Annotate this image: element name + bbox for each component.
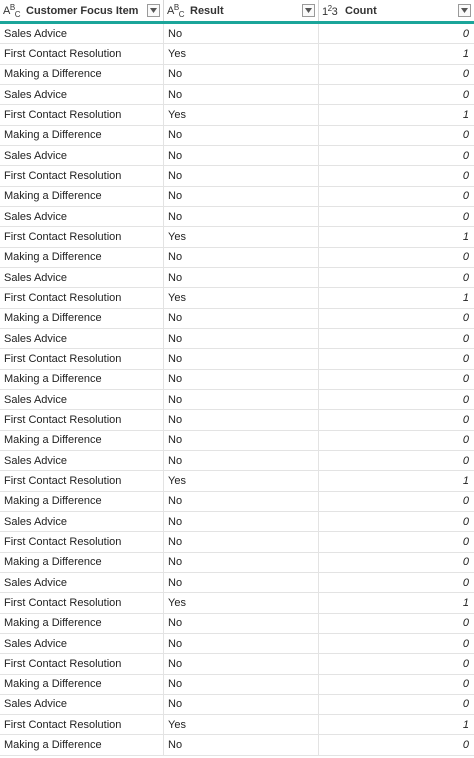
cell-result[interactable]: No — [164, 553, 319, 572]
cell-result[interactable]: No — [164, 512, 319, 531]
table-row[interactable] — [0, 166, 474, 186]
filter-dropdown-icon[interactable] — [147, 4, 160, 17]
cell-customer-focus-item[interactable]: First Contact Resolution — [0, 227, 164, 246]
table-row[interactable] — [0, 614, 474, 634]
filter-dropdown-icon[interactable] — [302, 4, 315, 17]
text-type-icon[interactable]: $A^B_C$ — [3, 2, 20, 19]
cell-customer-focus-item[interactable]: Making a Difference — [0, 431, 164, 450]
cell-count[interactable]: 0 — [462, 434, 469, 447]
cell-count[interactable]: 1 — [462, 230, 469, 243]
table-row[interactable] — [0, 654, 474, 674]
table-row[interactable] — [0, 187, 474, 207]
table-row[interactable] — [0, 227, 474, 247]
cell-result[interactable]: No — [164, 65, 319, 84]
cell-result[interactable]: Yes — [164, 288, 319, 307]
cell-customer-focus-item[interactable]: Making a Difference — [0, 309, 164, 328]
cell-result[interactable]: No — [164, 390, 319, 409]
table-row[interactable] — [0, 268, 474, 288]
table-row[interactable] — [0, 370, 474, 390]
cell-count[interactable]: 0 — [462, 515, 469, 528]
cell-count[interactable]: 0 — [462, 271, 469, 284]
table-row[interactable] — [0, 309, 474, 329]
cell-count[interactable]: 0 — [462, 352, 469, 365]
cell-customer-focus-item[interactable]: Making a Difference — [0, 735, 164, 754]
cell-result[interactable]: Yes — [164, 227, 319, 246]
cell-result[interactable]: No — [164, 573, 319, 592]
cell-customer-focus-item[interactable]: Making a Difference — [0, 675, 164, 694]
cell-count[interactable]: 1 — [462, 596, 469, 609]
cell-count[interactable]: 0 — [462, 495, 469, 508]
cell-customer-focus-item[interactable]: Sales Advice — [0, 207, 164, 226]
cell-result[interactable]: Yes — [164, 593, 319, 612]
cell-customer-focus-item[interactable]: Making a Difference — [0, 65, 164, 84]
cell-result[interactable]: No — [164, 634, 319, 653]
cell-count[interactable]: 0 — [462, 129, 469, 142]
table-row[interactable] — [0, 24, 474, 44]
cell-count[interactable]: 0 — [462, 637, 469, 650]
table-row[interactable] — [0, 573, 474, 593]
cell-result[interactable]: No — [164, 329, 319, 348]
cell-customer-focus-item[interactable]: Sales Advice — [0, 268, 164, 287]
cell-customer-focus-item[interactable]: First Contact Resolution — [0, 105, 164, 124]
cell-count[interactable]: 0 — [462, 68, 469, 81]
cell-result[interactable]: No — [164, 24, 319, 43]
cell-customer-focus-item[interactable]: First Contact Resolution — [0, 44, 164, 63]
table-row[interactable] — [0, 349, 474, 369]
column-header-label: Result — [190, 4, 224, 17]
table-row[interactable] — [0, 553, 474, 573]
table-row[interactable] — [0, 85, 474, 105]
cell-customer-focus-item[interactable]: Making a Difference — [0, 553, 164, 572]
table-row[interactable] — [0, 715, 474, 735]
cell-result[interactable]: No — [164, 410, 319, 429]
column-header-customer-focus-item[interactable] — [0, 0, 164, 21]
table-row[interactable] — [0, 451, 474, 471]
cell-result[interactable]: No — [164, 431, 319, 450]
column-header-count[interactable] — [319, 0, 474, 21]
cell-count[interactable]: 1 — [462, 474, 469, 487]
cell-result[interactable]: No — [164, 146, 319, 165]
table-row[interactable] — [0, 471, 474, 491]
cell-count[interactable]: 0 — [462, 617, 469, 630]
column-header-row — [0, 0, 474, 24]
table-row[interactable] — [0, 512, 474, 532]
table-row[interactable] — [0, 492, 474, 512]
cell-result[interactable]: No — [164, 735, 319, 754]
cell-customer-focus-item[interactable]: Sales Advice — [0, 634, 164, 653]
cell-result[interactable]: No — [164, 268, 319, 287]
cell-result[interactable]: No — [164, 187, 319, 206]
column-header-result[interactable] — [164, 0, 319, 21]
cell-result[interactable]: No — [164, 370, 319, 389]
table-row[interactable] — [0, 410, 474, 430]
cell-result[interactable]: Yes — [164, 715, 319, 734]
column-header-label: Customer Focus Item — [26, 4, 139, 17]
cell-result[interactable]: Yes — [164, 105, 319, 124]
cell-result[interactable]: No — [164, 85, 319, 104]
table-row[interactable] — [0, 634, 474, 654]
cell-result[interactable]: No — [164, 248, 319, 267]
cell-customer-focus-item[interactable]: Sales Advice — [0, 24, 164, 43]
cell-count[interactable]: 0 — [462, 312, 469, 325]
cell-count[interactable]: 0 — [462, 210, 469, 223]
table-row[interactable] — [0, 126, 474, 146]
cell-count[interactable]: 0 — [462, 576, 469, 589]
cell-customer-focus-item[interactable]: Making a Difference — [0, 187, 164, 206]
cell-customer-focus-item[interactable]: First Contact Resolution — [0, 166, 164, 185]
cell-count[interactable]: 0 — [462, 88, 469, 101]
table-row[interactable] — [0, 146, 474, 166]
cell-count[interactable]: 0 — [462, 556, 469, 569]
cell-customer-focus-item[interactable]: First Contact Resolution — [0, 715, 164, 734]
cell-result[interactable]: No — [164, 614, 319, 633]
cell-customer-focus-item[interactable]: First Contact Resolution — [0, 471, 164, 490]
cell-count[interactable]: 0 — [462, 535, 469, 548]
cell-count[interactable]: 1 — [462, 718, 469, 731]
cell-count[interactable]: 0 — [462, 251, 469, 264]
table-row[interactable] — [0, 431, 474, 451]
cell-result[interactable]: No — [164, 451, 319, 470]
cell-customer-focus-item[interactable]: First Contact Resolution — [0, 593, 164, 612]
text-type-icon[interactable]: $A^B_C$ — [167, 2, 184, 19]
table-row[interactable] — [0, 532, 474, 552]
table-row[interactable] — [0, 44, 474, 64]
cell-count[interactable]: 1 — [462, 47, 469, 60]
cell-count[interactable]: 0 — [462, 657, 469, 670]
cell-count[interactable]: 0 — [462, 739, 469, 752]
cell-count[interactable]: 0 — [462, 332, 469, 345]
cell-count[interactable]: 0 — [462, 149, 469, 162]
cell-result[interactable]: No — [164, 654, 319, 673]
cell-result[interactable]: No — [164, 126, 319, 145]
cell-count[interactable]: 0 — [462, 393, 469, 406]
column-header-label: Count — [345, 4, 377, 17]
table-row[interactable] — [0, 390, 474, 410]
cell-count[interactable]: 0 — [462, 454, 469, 467]
cell-customer-focus-item[interactable]: First Contact Resolution — [0, 349, 164, 368]
cell-customer-focus-item[interactable]: Making a Difference — [0, 370, 164, 389]
cell-customer-focus-item[interactable]: Sales Advice — [0, 573, 164, 592]
cell-count[interactable]: 1 — [462, 291, 469, 304]
cell-customer-focus-item[interactable]: Making a Difference — [0, 492, 164, 511]
cell-customer-focus-item[interactable]: Making a Difference — [0, 614, 164, 633]
cell-customer-focus-item[interactable]: Sales Advice — [0, 451, 164, 470]
table-row[interactable] — [0, 65, 474, 85]
table-body — [0, 24, 474, 756]
cell-customer-focus-item[interactable]: Sales Advice — [0, 695, 164, 714]
cell-result[interactable]: No — [164, 309, 319, 328]
cell-result[interactable]: No — [164, 695, 319, 714]
cell-customer-focus-item[interactable]: Making a Difference — [0, 248, 164, 267]
number-type-icon[interactable]: $1^23$ — [322, 3, 338, 18]
table-row[interactable] — [0, 735, 474, 755]
cell-result[interactable]: No — [164, 349, 319, 368]
cell-count[interactable]: 0 — [462, 190, 469, 203]
filter-dropdown-icon[interactable] — [458, 4, 471, 17]
cell-count[interactable]: 0 — [462, 678, 469, 691]
cell-customer-focus-item[interactable]: First Contact Resolution — [0, 288, 164, 307]
cell-result[interactable]: Yes — [164, 44, 319, 63]
cell-result[interactable]: Yes — [164, 471, 319, 490]
table-row[interactable] — [0, 593, 474, 613]
table-row[interactable] — [0, 288, 474, 308]
cell-count[interactable]: 1 — [462, 108, 469, 121]
cell-customer-focus-item[interactable]: First Contact Resolution — [0, 654, 164, 673]
cell-result[interactable]: No — [164, 675, 319, 694]
cell-result[interactable]: No — [164, 532, 319, 551]
cell-count[interactable]: 0 — [462, 169, 469, 182]
cell-count[interactable]: 0 — [462, 373, 469, 386]
cell-customer-focus-item[interactable]: Sales Advice — [0, 85, 164, 104]
table-row[interactable] — [0, 105, 474, 125]
cell-count[interactable]: 0 — [462, 27, 469, 40]
cell-customer-focus-item[interactable]: Sales Advice — [0, 329, 164, 348]
cell-customer-focus-item[interactable]: First Contact Resolution — [0, 410, 164, 429]
table-row[interactable] — [0, 329, 474, 349]
cell-count[interactable]: 0 — [462, 413, 469, 426]
table-row[interactable] — [0, 207, 474, 227]
table-row[interactable] — [0, 248, 474, 268]
cell-result[interactable]: No — [164, 492, 319, 511]
cell-customer-focus-item[interactable]: Sales Advice — [0, 512, 164, 531]
cell-customer-focus-item[interactable]: First Contact Resolution — [0, 532, 164, 551]
cell-count[interactable]: 0 — [462, 698, 469, 711]
cell-result[interactable]: No — [164, 166, 319, 185]
cell-customer-focus-item[interactable]: Sales Advice — [0, 390, 164, 409]
table-row[interactable] — [0, 675, 474, 695]
cell-customer-focus-item[interactable]: Sales Advice — [0, 146, 164, 165]
table-row[interactable] — [0, 695, 474, 715]
cell-result[interactable]: No — [164, 207, 319, 226]
cell-customer-focus-item[interactable]: Making a Difference — [0, 126, 164, 145]
